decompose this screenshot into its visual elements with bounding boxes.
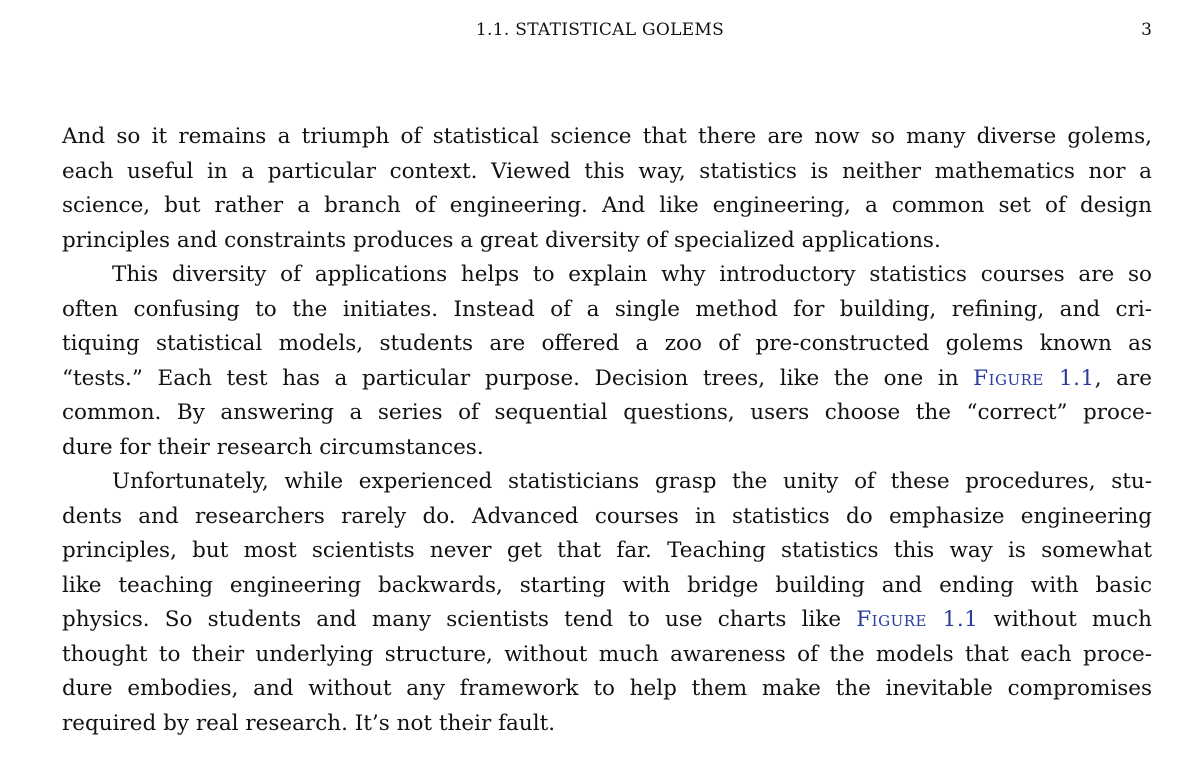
page-number: 3 [1141, 20, 1152, 40]
figure-reference-link[interactable]: Figure 1.1 [856, 607, 979, 632]
text-line: tiquing statistical models, students are offered a zoo of pre-constructed golems known as [62, 331, 1152, 356]
figure-reference-link[interactable]: Figure 1.1 [973, 365, 1095, 391]
body-text [62, 120, 1152, 741]
text-line: each useful in a particular context. Viewed this way, statistics is neither mathematics nor a [62, 158, 1152, 184]
text-line: common. By answering a series of sequential questions, users choose the “correct” proce- [62, 400, 1152, 425]
text-line: like teaching engineering backwards, starting with bridge building and ending with basic [62, 572, 1152, 598]
text-line: And so it remains a triumph of statistical science that there are now so many diverse golems, [62, 124, 1152, 149]
text-line: dure embodies, and without any framework to help them make the inevitable compromises [62, 676, 1152, 701]
text-segment: without much [978, 607, 1152, 632]
text-line-with-reference [62, 603, 1152, 638]
text-line: principles and constraints produces a great diversity of specialized applications. [62, 227, 941, 253]
text-line: science, but rather a branch of engineering. And like engineering, a common set of design [62, 193, 1152, 218]
text-segment: , are [1094, 365, 1152, 391]
text-line: dents and researchers rarely do. Advanced courses in statistics do emphasize engineering [62, 503, 1152, 529]
running-head [0, 20, 1200, 46]
text-segment: physics. So students and many scientists tend to use charts like [62, 607, 857, 632]
text-line: This diversity of applications helps to explain why introductory statistics courses are so [112, 262, 1152, 287]
text-segment: “tests.” Each test has a particular purpose. Decision trees, like the one in [62, 365, 974, 391]
text-line: principles, but most scientists never get that far. Teaching statistics this way is somewhat [62, 538, 1152, 563]
text-line: often confusing to the initiates. Instead of a single method for building, refining, and cri- [62, 296, 1152, 322]
text-line: thought to their underlying structure, without much awareness of the models that each proce- [62, 641, 1152, 667]
text-line: required by real research. It’s not their fault. [62, 710, 556, 736]
text-line-with-reference [62, 362, 1152, 397]
running-title: 1.1. STATISTICAL GOLEMS [475, 20, 725, 40]
text-line: Unfortunately, while experienced statisticians grasp the unity of these procedures, stu- [112, 469, 1152, 494]
text-line: dure for their research circumstances. [62, 434, 484, 460]
